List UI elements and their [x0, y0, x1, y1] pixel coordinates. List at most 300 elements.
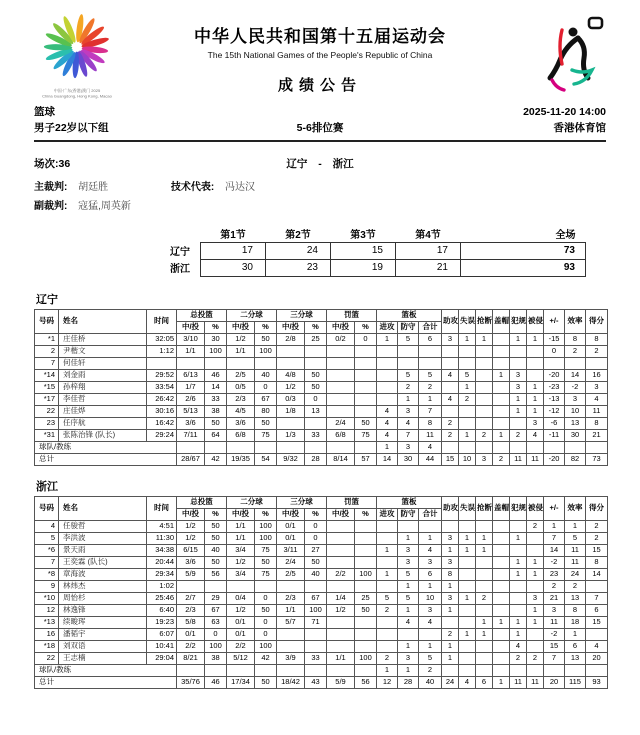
- stat-cell: 8: [565, 333, 586, 345]
- col-treb: 合计: [419, 321, 442, 333]
- stat-cell: 1: [510, 556, 527, 568]
- stat-cell: [544, 441, 565, 453]
- col-single: 助攻: [442, 496, 459, 520]
- team-coach-label: 球队/教练: [35, 441, 177, 453]
- col-single: +/-: [544, 309, 565, 333]
- col-dreb: 防守: [398, 508, 419, 520]
- stat-cell: [493, 664, 510, 676]
- stat-cell: [493, 345, 510, 357]
- stat-cell: 0/1: [227, 628, 255, 640]
- col-pct: %: [255, 508, 277, 520]
- stat-cell: [493, 381, 510, 393]
- col-name: 姓名: [59, 309, 147, 333]
- stat-cell: 43: [305, 676, 327, 688]
- stat-cell: 8: [586, 556, 608, 568]
- stat-cell: 0/1: [277, 532, 305, 544]
- stat-cell: 1: [459, 333, 476, 345]
- player-number: *6: [35, 544, 59, 556]
- col-3pt: 三分球: [277, 309, 327, 321]
- col-fg: 总投篮: [177, 496, 227, 508]
- stat-cell: 1: [442, 544, 459, 556]
- stat-cell: 1: [419, 640, 442, 652]
- referee-label: 主裁判:: [34, 181, 68, 193]
- player-name: 何佳轩: [59, 357, 147, 369]
- stat-cell: 3/10: [177, 333, 205, 345]
- col-single: 犯规: [510, 496, 527, 520]
- stat-cell: 50: [255, 604, 277, 616]
- stat-cell: [398, 357, 419, 369]
- stat-cell: 0/4: [227, 592, 255, 604]
- stat-cell: [327, 345, 355, 357]
- stat-cell: 21: [544, 592, 565, 604]
- player-number: 5: [35, 532, 59, 544]
- player-time: 6:07: [147, 628, 177, 640]
- stat-cell: 2/2: [327, 568, 355, 580]
- stat-cell: [305, 628, 327, 640]
- stat-cell: [510, 544, 527, 556]
- quarter-team: 浙江: [170, 264, 190, 276]
- stat-cell: [493, 520, 510, 532]
- quarter-header: 第1节: [220, 230, 246, 242]
- stat-cell: [327, 357, 355, 369]
- stat-cell: 1/2: [177, 520, 205, 532]
- stat-cell: 2/8: [277, 333, 305, 345]
- stat-cell: 4: [419, 616, 442, 628]
- player-row: [35, 369, 608, 381]
- stat-cell: 1: [510, 616, 527, 628]
- stat-cell: [377, 381, 398, 393]
- stat-cell: 1: [459, 532, 476, 544]
- stat-cell: 75: [255, 429, 277, 441]
- stat-cell: 4: [419, 544, 442, 556]
- stat-cell: 4: [527, 429, 544, 441]
- stat-cell: 6/13: [177, 369, 205, 381]
- player-time: 10:41: [147, 640, 177, 652]
- stat-cell: 50: [255, 676, 277, 688]
- stat-cell: 2: [442, 417, 459, 429]
- stat-cell: 2: [565, 345, 586, 357]
- stat-cell: [527, 345, 544, 357]
- stat-cell: 17/34: [227, 676, 255, 688]
- stat-cell: 25: [355, 592, 377, 604]
- stat-cell: 4: [398, 417, 419, 429]
- stat-cell: [527, 357, 544, 369]
- player-row: [35, 640, 608, 652]
- stat-cell: [305, 664, 327, 676]
- stat-cell: [355, 520, 377, 532]
- stat-cell: [177, 580, 205, 592]
- stat-cell: [493, 532, 510, 544]
- player-time: 30:16: [147, 405, 177, 417]
- stat-cell: [305, 345, 327, 357]
- stat-cell: [277, 640, 305, 652]
- stat-cell: [493, 640, 510, 652]
- stat-cell: [205, 580, 227, 592]
- stat-cell: 30: [565, 429, 586, 441]
- stat-cell: [355, 405, 377, 417]
- stat-cell: 5: [419, 652, 442, 664]
- stat-cell: 6: [419, 333, 442, 345]
- stat-cell: 4: [586, 393, 608, 405]
- stat-cell: 2/3: [177, 604, 205, 616]
- stat-cell: 5: [419, 369, 442, 381]
- quarter-score: 19: [331, 259, 396, 276]
- stat-cell: 93: [586, 676, 608, 688]
- stat-cell: [398, 628, 419, 640]
- stat-cell: 1: [419, 393, 442, 405]
- stat-cell: 0: [255, 592, 277, 604]
- stat-cell: [355, 357, 377, 369]
- stat-cell: 1: [398, 580, 419, 592]
- stat-cell: [476, 441, 493, 453]
- stat-cell: 40: [205, 544, 227, 556]
- stat-cell: [255, 357, 277, 369]
- stat-cell: [177, 357, 205, 369]
- stat-cell: [305, 580, 327, 592]
- quarter-score: 23: [266, 259, 331, 276]
- stat-cell: [377, 556, 398, 568]
- player-number: 22: [35, 405, 59, 417]
- stat-cell: [305, 357, 327, 369]
- zhejiang-stats-table: [34, 496, 608, 689]
- total-row: [35, 676, 608, 688]
- stat-cell: 8: [419, 417, 442, 429]
- total-label: 总计: [35, 676, 177, 688]
- stat-cell: 1: [510, 532, 527, 544]
- stat-cell: [493, 393, 510, 405]
- quarter-team: 辽宁: [170, 247, 190, 259]
- stat-cell: [327, 405, 355, 417]
- stat-cell: 27: [305, 544, 327, 556]
- stat-cell: [377, 532, 398, 544]
- stat-cell: 14: [205, 381, 227, 393]
- stat-cell: 2: [419, 381, 442, 393]
- stat-cell: 4: [459, 676, 476, 688]
- stat-cell: 50: [305, 556, 327, 568]
- stat-cell: 0: [305, 393, 327, 405]
- stat-cell: 1: [377, 441, 398, 453]
- col-2pt: 二分球: [227, 496, 277, 508]
- stat-cell: [476, 393, 493, 405]
- stat-cell: -13: [544, 393, 565, 405]
- stat-cell: 8: [442, 568, 459, 580]
- player-name: 张陈治锋 (队长): [59, 429, 147, 441]
- stat-cell: [277, 441, 305, 453]
- stat-cell: [327, 664, 355, 676]
- stat-cell: [510, 345, 527, 357]
- stat-cell: [493, 405, 510, 417]
- stat-cell: 10: [459, 453, 476, 465]
- stat-cell: 2: [527, 652, 544, 664]
- stat-cell: 3: [565, 393, 586, 405]
- player-time: 19:23: [147, 616, 177, 628]
- stat-cell: -15: [544, 333, 565, 345]
- stat-cell: [305, 417, 327, 429]
- stat-cell: 2: [398, 381, 419, 393]
- player-number: *17: [35, 393, 59, 405]
- quarter-header: 全场: [555, 230, 576, 242]
- player-time: 34:38: [147, 544, 177, 556]
- stat-cell: 15: [442, 453, 459, 465]
- col-3pt: 三分球: [277, 496, 327, 508]
- stat-cell: 42: [205, 453, 227, 465]
- player-row: [35, 417, 608, 429]
- page-title-en: The 15th National Games of the People's Republic of China: [207, 50, 433, 60]
- col-single: 抢断: [476, 309, 493, 333]
- stat-cell: [493, 592, 510, 604]
- stat-cell: 1: [510, 405, 527, 417]
- stat-cell: [493, 333, 510, 345]
- stat-cell: 11: [510, 676, 527, 688]
- col-pct: %: [255, 321, 277, 333]
- stat-cell: [586, 580, 608, 592]
- stat-cell: 3/9: [277, 652, 305, 664]
- player-row: [35, 345, 608, 357]
- stat-cell: [527, 628, 544, 640]
- stat-cell: 2: [377, 652, 398, 664]
- stat-cell: 18/42: [277, 676, 305, 688]
- player-time: 29:24: [147, 429, 177, 441]
- stat-cell: 0/1: [177, 628, 205, 640]
- stat-cell: 1: [442, 580, 459, 592]
- stat-cell: [305, 640, 327, 652]
- stat-cell: 1: [476, 532, 493, 544]
- stat-cell: 0: [305, 532, 327, 544]
- stat-cell: 4/5: [227, 405, 255, 417]
- stat-cell: 50: [355, 604, 377, 616]
- games-emblem-icon: [39, 10, 115, 82]
- player-time: 1:12: [147, 345, 177, 357]
- stat-cell: 100: [255, 520, 277, 532]
- col-made-att: 中/投: [227, 508, 255, 520]
- stat-cell: 38: [205, 652, 227, 664]
- stat-cell: 16: [586, 369, 608, 381]
- col-single: 盖帽: [493, 496, 510, 520]
- stat-cell: -20: [544, 369, 565, 381]
- games-emblem: [36, 10, 118, 100]
- stat-cell: [355, 628, 377, 640]
- stat-cell: [510, 664, 527, 676]
- stat-cell: 11: [527, 676, 544, 688]
- col-no: 号码: [35, 309, 59, 333]
- stat-cell: 5: [398, 333, 419, 345]
- player-number: 7: [35, 556, 59, 568]
- quarter-score: 17: [396, 242, 461, 259]
- col-single: 被侵: [527, 309, 544, 333]
- stat-cell: 3: [442, 556, 459, 568]
- col-single: +/-: [544, 496, 565, 520]
- basketball-pictogram-icon: [526, 12, 612, 98]
- stat-cell: 1: [527, 556, 544, 568]
- stat-cell: 1: [510, 333, 527, 345]
- stat-cell: 19/35: [227, 453, 255, 465]
- col-pct: %: [205, 321, 227, 333]
- stat-cell: 29: [205, 592, 227, 604]
- stat-cell: 2: [442, 628, 459, 640]
- stat-cell: 1/1: [277, 604, 305, 616]
- stat-cell: [459, 441, 476, 453]
- stat-cell: [527, 544, 544, 556]
- stat-cell: 4: [419, 441, 442, 453]
- stat-cell: [493, 580, 510, 592]
- stat-cell: [476, 357, 493, 369]
- stat-cell: 67: [205, 604, 227, 616]
- stat-cell: 5: [398, 568, 419, 580]
- stat-cell: 7: [544, 532, 565, 544]
- stat-cell: 3: [586, 381, 608, 393]
- player-name: 林炜杰: [59, 580, 147, 592]
- player-time: 20:44: [147, 556, 177, 568]
- stat-cell: 35/76: [177, 676, 205, 688]
- player-name: 刘金雨: [59, 369, 147, 381]
- col-made-att: 中/投: [227, 321, 255, 333]
- stat-cell: 1: [527, 381, 544, 393]
- stat-cell: [277, 345, 305, 357]
- stat-cell: [510, 520, 527, 532]
- stat-cell: 3/4: [227, 568, 255, 580]
- stat-cell: 1: [544, 520, 565, 532]
- col-single: 失误: [459, 496, 476, 520]
- player-time: 1:02: [147, 580, 177, 592]
- stat-cell: [493, 556, 510, 568]
- stat-cell: 0: [205, 628, 227, 640]
- divider: [34, 140, 606, 142]
- col-single: 失误: [459, 309, 476, 333]
- stat-cell: 20: [544, 676, 565, 688]
- stat-cell: 5/9: [177, 568, 205, 580]
- stat-cell: 0: [355, 333, 377, 345]
- team-name-zhejiang: 浙江: [36, 480, 58, 493]
- col-time: 时间: [147, 496, 177, 520]
- stat-cell: 1: [476, 628, 493, 640]
- stat-cell: 1/2: [327, 604, 355, 616]
- stat-cell: 67: [305, 592, 327, 604]
- meta-section: [34, 104, 606, 216]
- stat-cell: 1: [493, 616, 510, 628]
- team-coach-row: [35, 441, 608, 453]
- stat-cell: [527, 532, 544, 544]
- stat-cell: 13: [305, 405, 327, 417]
- stat-cell: 6: [476, 676, 493, 688]
- stat-cell: [327, 580, 355, 592]
- stat-cell: 30: [205, 333, 227, 345]
- player-number: *13: [35, 616, 59, 628]
- stat-cell: 5/9: [327, 676, 355, 688]
- stat-cell: [459, 345, 476, 357]
- col-made-att: 中/投: [277, 321, 305, 333]
- stat-cell: 54: [255, 453, 277, 465]
- stat-cell: [510, 592, 527, 604]
- stat-cell: [355, 532, 377, 544]
- stat-cell: 1: [459, 592, 476, 604]
- stat-cell: 50: [305, 381, 327, 393]
- stat-cell: [527, 640, 544, 652]
- stat-cell: 1: [493, 676, 510, 688]
- stat-cell: [493, 544, 510, 556]
- quarter-total: 93: [461, 259, 586, 276]
- player-time: 29:04: [147, 652, 177, 664]
- player-name: 周怡杉: [59, 592, 147, 604]
- stat-cell: 15: [586, 616, 608, 628]
- stat-cell: -12: [544, 405, 565, 417]
- stat-cell: 5: [565, 532, 586, 544]
- stat-cell: 40: [255, 369, 277, 381]
- stat-cell: 56: [355, 676, 377, 688]
- stat-cell: 11: [586, 405, 608, 417]
- stat-cell: [277, 417, 305, 429]
- games-emblem-caption: 中国·广东(香港)澳门 2025 China Guangdong, Hong Kong, Macao: [42, 88, 112, 99]
- stat-cell: -20: [544, 453, 565, 465]
- stat-cell: [442, 345, 459, 357]
- player-time: 26:42: [147, 393, 177, 405]
- stat-cell: 0/1: [277, 520, 305, 532]
- stat-cell: 5/12: [227, 652, 255, 664]
- player-time: 29:34: [147, 568, 177, 580]
- stat-cell: [476, 520, 493, 532]
- stat-cell: 13: [565, 592, 586, 604]
- player-row: [35, 580, 608, 592]
- total-label: 总计: [35, 453, 177, 465]
- stat-cell: 1/1: [227, 345, 255, 357]
- stat-cell: 50: [205, 520, 227, 532]
- quarter-score: 30: [201, 259, 266, 276]
- stat-cell: 2: [586, 520, 608, 532]
- stat-cell: 1: [459, 544, 476, 556]
- stat-cell: [305, 441, 327, 453]
- stat-cell: 8/21: [177, 652, 205, 664]
- stat-cell: 14: [586, 568, 608, 580]
- stat-cell: 50: [205, 532, 227, 544]
- stat-cell: 2: [476, 592, 493, 604]
- stat-cell: 50: [255, 333, 277, 345]
- stat-cell: [377, 616, 398, 628]
- stat-cell: 1: [398, 532, 419, 544]
- stat-cell: 3/4: [227, 544, 255, 556]
- stat-cell: 3: [442, 592, 459, 604]
- player-time: 4:51: [147, 520, 177, 532]
- stat-cell: 1: [476, 616, 493, 628]
- stat-cell: 12: [377, 676, 398, 688]
- stat-cell: 4: [398, 616, 419, 628]
- stat-cell: [442, 381, 459, 393]
- col-made-att: 中/投: [277, 508, 305, 520]
- stat-cell: 75: [255, 544, 277, 556]
- team-coach-row: [35, 664, 608, 676]
- player-row: [35, 532, 608, 544]
- stat-cell: [544, 357, 565, 369]
- player-number: 4: [35, 520, 59, 532]
- stat-cell: 73: [586, 453, 608, 465]
- liaoning-stats-table: [34, 309, 608, 466]
- stat-cell: 1/8: [277, 405, 305, 417]
- stat-cell: 75: [255, 568, 277, 580]
- stat-cell: 1: [565, 628, 586, 640]
- stat-cell: 1: [527, 604, 544, 616]
- stat-cell: 100: [255, 532, 277, 544]
- stat-cell: 3/6: [227, 417, 255, 429]
- stat-cell: [459, 664, 476, 676]
- stat-cell: [510, 357, 527, 369]
- stat-cell: 2/4: [327, 417, 355, 429]
- player-number: 7: [35, 357, 59, 369]
- stat-cell: 1: [510, 568, 527, 580]
- stat-cell: 28/67: [177, 453, 205, 465]
- stat-cell: [355, 381, 377, 393]
- stat-cell: 30: [398, 453, 419, 465]
- stat-cell: 11: [565, 544, 586, 556]
- col-single: 助攻: [442, 309, 459, 333]
- stat-cell: 8: [586, 417, 608, 429]
